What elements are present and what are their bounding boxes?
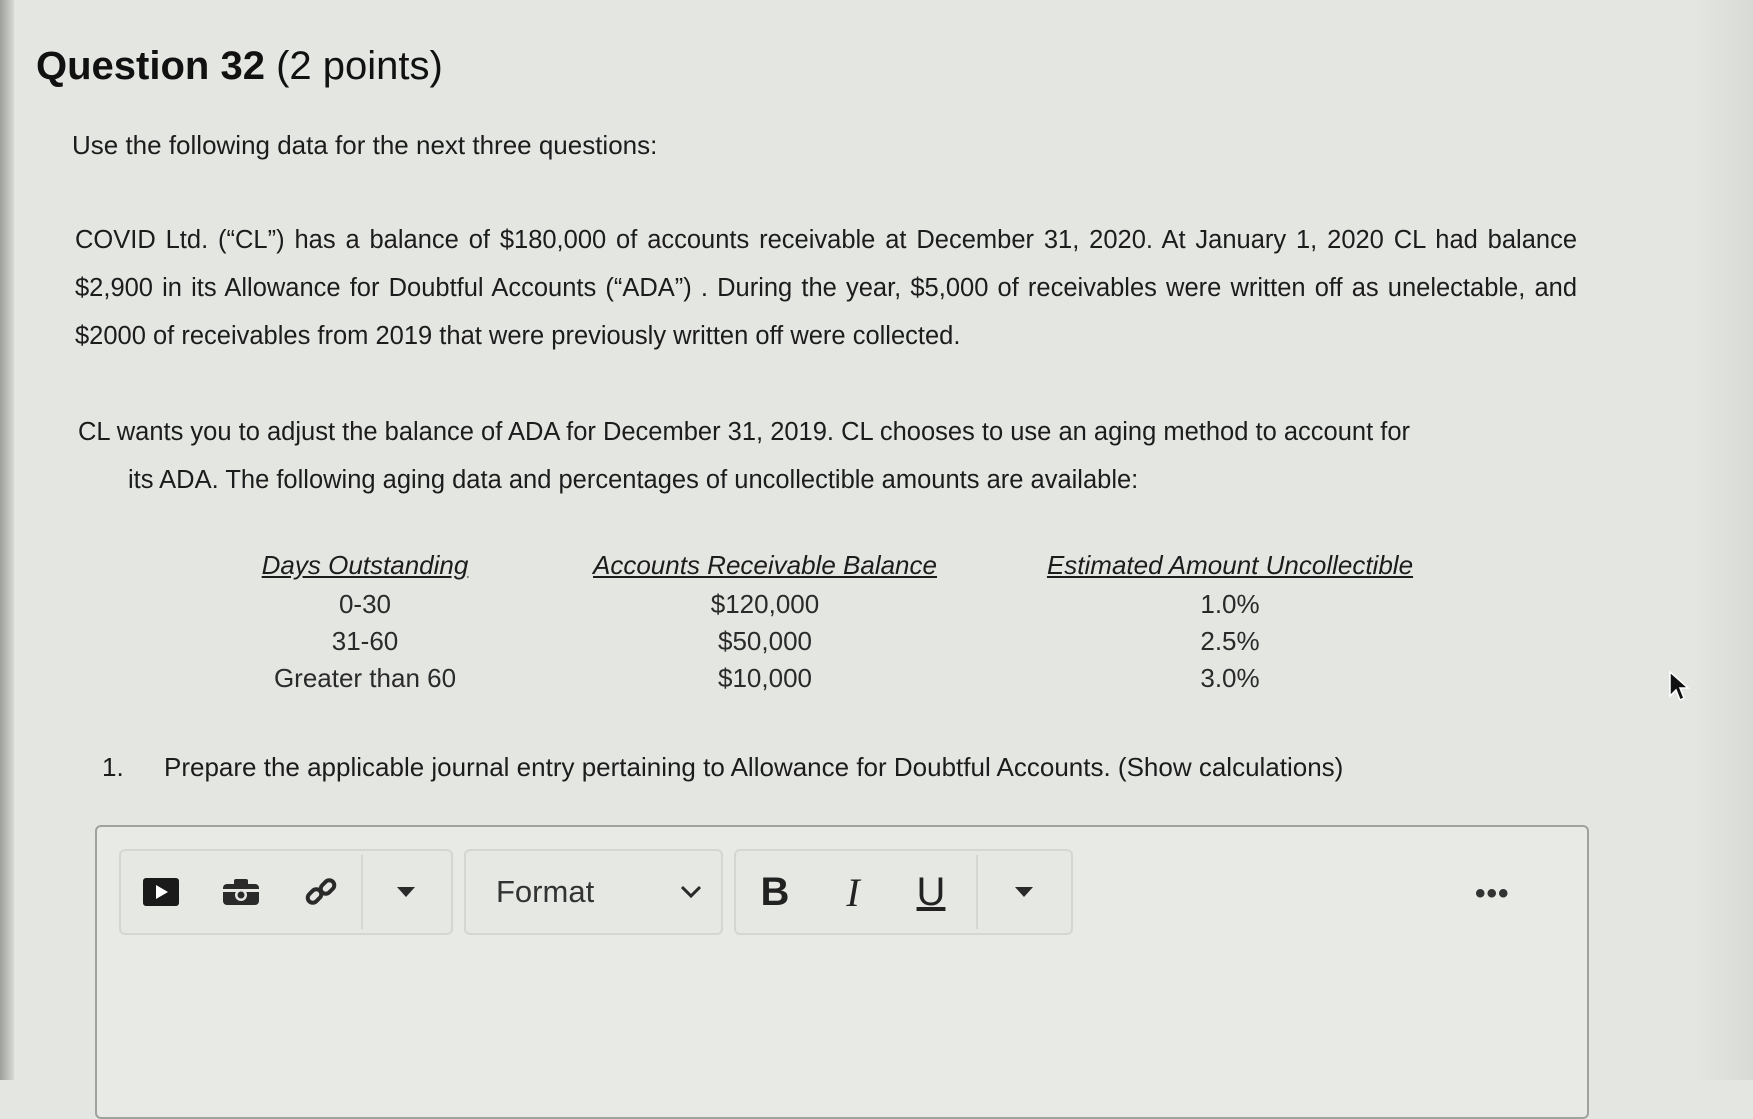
underline-button[interactable]: U [916, 869, 946, 914]
insert-video-button[interactable] [121, 851, 201, 933]
chevron-down-icon [680, 885, 702, 899]
table-cell: $120,000 [710, 589, 820, 619]
insert-more-dropdown[interactable] [363, 851, 449, 933]
task-item [102, 752, 1343, 783]
instruction-line-2: its ADA. The following aging data and percentages of uncollectible amounts are available: [128, 466, 1139, 494]
days-outstanding-column [230, 550, 500, 697]
text-style-toolbar-group [734, 849, 1073, 935]
text-style-more-dropdown[interactable] [980, 851, 1068, 933]
question-points: (2 points) [276, 44, 443, 88]
italic-button[interactable]: I [846, 869, 860, 915]
question-number: Question 32 [36, 44, 265, 88]
instruction-line-1: CL wants you to adjust the balance of ADA for December 31, 2019. CL chooses to use an aging method to account for [78, 418, 1411, 446]
table-cell: 2.5% [1200, 626, 1260, 656]
task-text: Prepare the applicable journal entry pertaining to Allowance for Doubtful Accounts. (Show calculations) [164, 752, 1344, 782]
table-cell: 1.0% [1200, 589, 1260, 619]
table-header: Estimated Amount Uncollectible [1046, 550, 1414, 580]
mouse-pointer-icon [1668, 670, 1694, 711]
uncollectible-percent-column [1010, 550, 1450, 697]
right-edge-shadow [1693, 0, 1753, 1080]
bold-button[interactable]: B [760, 869, 790, 914]
insert-toolbar-group [119, 849, 453, 935]
more-options-button[interactable]: ••• [1475, 877, 1510, 910]
table-header: Accounts Receivable Balance [593, 550, 937, 580]
table-cell: Greater than 60 [273, 663, 457, 693]
question-title [36, 44, 443, 89]
camera-icon [221, 877, 261, 907]
toolbar-divider [976, 855, 978, 929]
answer-editor[interactable] [95, 825, 1589, 1119]
caret-down-icon [396, 886, 416, 898]
table-cell: $10,000 [718, 663, 812, 693]
question-intro: Use the following data for the next three questions: [72, 130, 658, 160]
video-icon [142, 877, 180, 907]
insert-link-button[interactable] [281, 851, 361, 933]
caret-down-icon [1014, 886, 1034, 898]
table-cell: $50,000 [718, 626, 812, 656]
receivable-balance-column [570, 550, 960, 697]
insert-image-button[interactable] [201, 851, 281, 933]
scenario-paragraph: COVID Ltd. (“CL”) has a balance of $180,000 of accounts receivable at December 31, 2020. At January 1, 2020 CL had balance $2,900 in its Allowance for Doubtful Accounts (“ADA”) . During the year, $5,000 of receivables were written off as unelectable, and $2000 of receivables from 2019 that were previously written off were collected. [75, 226, 1577, 350]
format-select[interactable] [464, 849, 723, 935]
table-cell: 0-30 [338, 589, 392, 619]
format-select-label: Format [496, 874, 595, 909]
link-icon [303, 874, 339, 910]
task-number: 1. [102, 752, 124, 782]
left-edge-shadow [0, 0, 14, 1080]
table-header: Days Outstanding [261, 550, 469, 580]
format-select-toggle[interactable] [671, 851, 711, 933]
instruction-paragraph [78, 408, 1578, 504]
table-cell: 3.0% [1200, 663, 1260, 693]
table-cell: 31-60 [331, 626, 399, 656]
